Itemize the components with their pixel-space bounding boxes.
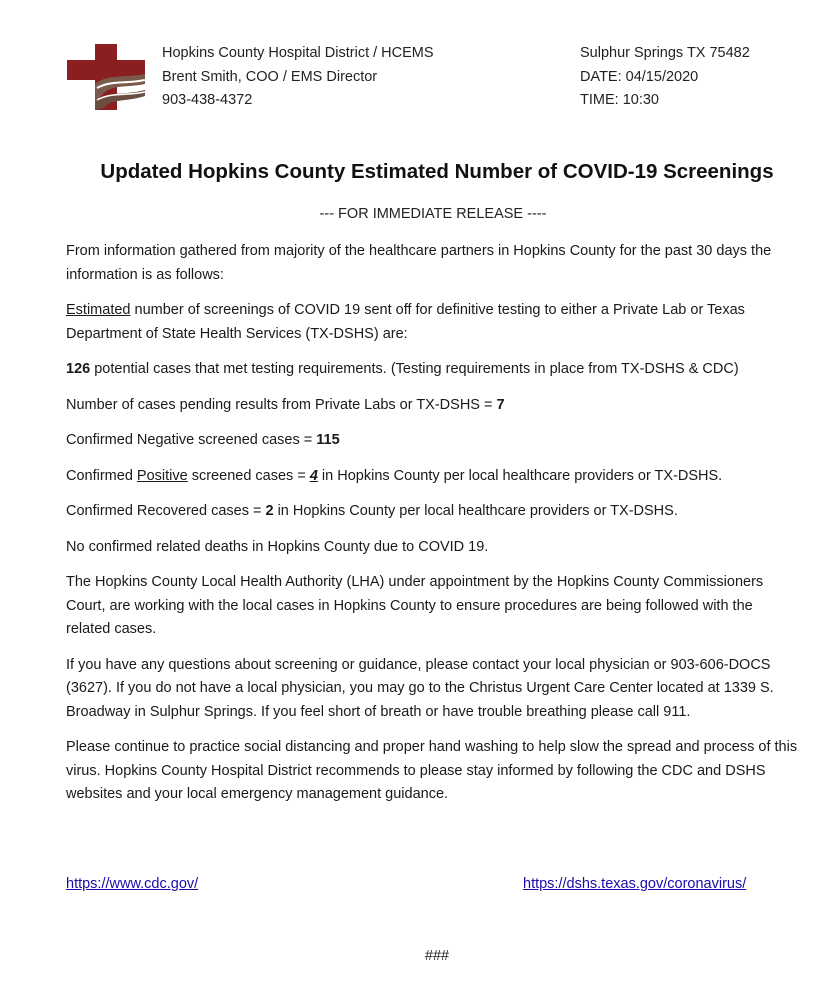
header-right-block xyxy=(580,42,750,113)
paragraph-negative xyxy=(66,429,801,453)
paragraph-intro: From information gathered from majority of the healthcare partners in Hopkins County for the past 30 days the information is as follows: xyxy=(66,243,772,283)
negative-count: 115 xyxy=(316,432,340,448)
paragraph-positive xyxy=(66,465,801,489)
paragraph-distancing: Please continue to practice social distancing and proper hand washing to help slow the spread and process of this virus. Hopkins County Hospital District recommends to please stay informed by following the CDC and DSHS websites and your local emergency management guidance. xyxy=(66,739,798,802)
estimated-text: number of screenings of COVID 19 sent off for definitive testing to either a Private Lab or Texas Department of State Health Services (TX-DSHS) are: xyxy=(66,302,745,342)
paragraph-lha: The Hopkins County Local Health Authority (LHA) under appointment by the Hopkins County Commissioners Court, are working with the local cases in Hopkins County to ensure procedures are being followed with the related cases. xyxy=(66,574,764,637)
potential-cases-text: potential cases that met testing requirements. (Testing requirements in place from TX-DSHS & CDC) xyxy=(90,361,739,377)
positive-pre: Confirmed xyxy=(66,467,137,484)
paragraph-recovered xyxy=(66,500,801,524)
document-body xyxy=(66,240,801,819)
document-title: Updated Hopkins County Estimated Number of COVID-19 Screenings xyxy=(100,160,774,183)
recovered-pre: Confirmed Recovered cases = xyxy=(66,503,266,519)
contact-phone: 903-438-4372 xyxy=(162,92,253,108)
positive-post: in Hopkins County per local healthcare providers or TX-DSHS. xyxy=(317,467,723,484)
end-mark: ### xyxy=(424,948,450,964)
release-date: DATE: 04/15/2020 xyxy=(580,68,699,85)
paragraph-potential-cases xyxy=(66,358,801,382)
pending-text: Number of cases pending results from Private Labs or TX-DSHS = xyxy=(66,396,497,413)
paragraph-estimated xyxy=(66,299,801,346)
release-time: TIME: 10:30 xyxy=(580,92,659,108)
positive-mid: screened cases = xyxy=(187,467,310,484)
release-label: --- FOR IMMEDIATE RELEASE ---- xyxy=(319,206,547,222)
cdc-link[interactable]: https://www.cdc.gov/ xyxy=(66,876,199,892)
paragraph-pending xyxy=(66,394,801,418)
org-name: Hopkins County Hospital District / HCEMS xyxy=(162,45,434,61)
pending-count: 7 xyxy=(496,396,505,413)
positive-count: 4 xyxy=(309,467,318,484)
recovered-post: in Hopkins County per local healthcare providers or TX-DSHS. xyxy=(273,503,678,519)
dshs-link[interactable]: https://dshs.texas.gov/coronavirus/ xyxy=(523,876,747,892)
hospital-cross-logo-icon xyxy=(67,44,145,110)
location: Sulphur Springs TX 75482 xyxy=(580,45,750,61)
estimated-emphasis: Estimated xyxy=(66,302,131,318)
contact-name: Brent Smith, COO / EMS Director xyxy=(162,68,378,85)
paragraph-deaths: No confirmed related deaths in Hopkins County due to COVID 19. xyxy=(66,538,489,555)
positive-emphasis: Positive xyxy=(136,467,188,484)
header-left-block xyxy=(162,42,434,113)
paragraph-contact: If you have any questions about screening or guidance, please contact your local physician or 903-606-DOCS (3627). If you do not have a local physician, you may go to the Christus Urgent Care Center located at 1339 S. Broadway in Sulphur Springs. If you feel short of breath or have trouble breathing please call 911. xyxy=(66,656,774,720)
recovered-count: 2 xyxy=(265,503,274,519)
negative-text: Confirmed Negative screened cases = xyxy=(66,432,317,448)
potential-cases-count: 126 xyxy=(66,361,91,377)
